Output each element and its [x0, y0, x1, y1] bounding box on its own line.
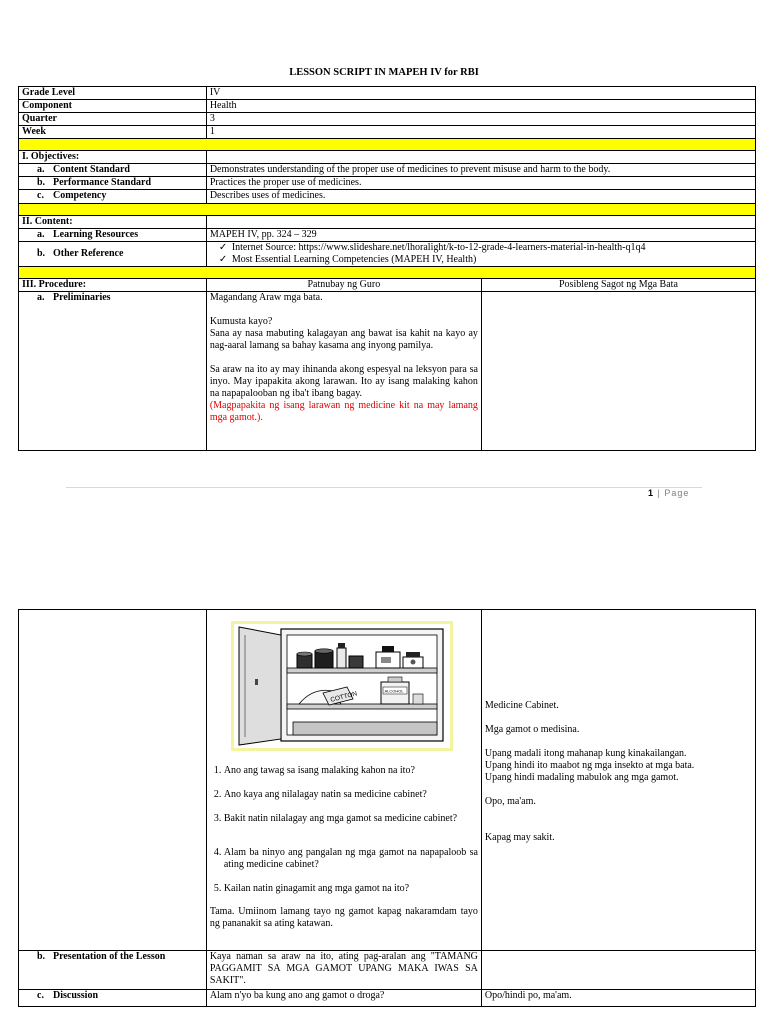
- question-item: 1. Ano ang tawag sa isang malaking kahon na ito?: [224, 765, 478, 777]
- info-label: Component: [19, 100, 207, 113]
- activity-row: [19, 610, 756, 951]
- highlight-row: [19, 204, 756, 216]
- discussion-answer: Opo/hindi po, ma'am.: [481, 990, 755, 1007]
- info-row: [19, 113, 756, 126]
- reference-item: ✓ Internet Source: https://www.slideshare.net/lhoralight/k-to-12-grade-4-learners-material-in-health-q1q4: [232, 242, 752, 254]
- info-value: IV: [206, 87, 755, 100]
- preliminaries-content: Magandang Araw mga bata. Kumusta kayo? Sana ay nasa mabuting kalagayan ang bawat isa kahit na kayo ay nag-aaral lamang sa bahay kasama ang inyong pamilya. Sa araw na ito ay may ihinanda akong espesyal na leksyon para sa inyo. May ipapakita akong larawan. Ito ay isang malaking kahon na napapalooban ng iba't ibang bagay. (Magpapakita ng isang larawan ng medicine kit na may lamang mga gamot.).: [206, 292, 481, 451]
- highlight-row: [19, 139, 756, 151]
- info-value: Health: [206, 100, 755, 113]
- answer-item: Upang hindi madaling mabulok ang mga gamot.: [484, 772, 679, 783]
- question-item: 5. Kailan natin ginagamit ang mga gamot na ito?: [224, 883, 478, 895]
- objective-label: Performance Standard: [53, 177, 152, 188]
- content-heading-row: [19, 216, 756, 229]
- answer-item: Upang hindi ito maabot ng mga insekto at mga bata.: [484, 760, 695, 771]
- activity-content: [206, 610, 481, 951]
- info-label: Week: [19, 126, 207, 139]
- closing-statement: Tama. Umiinom lamang tayo ng gamot kapag nakaramdam tayo ng pananakit sa ating katawan.: [209, 906, 478, 929]
- info-value: 1: [206, 126, 755, 139]
- resources-value: MAPEH IV, pp. 324 – 329: [206, 229, 755, 242]
- question-item: 3. Bakit natin nilalagay ang mga gamot sa medicine cabinet?: [224, 813, 478, 825]
- document-title: LESSON SCRIPT IN MAPEH IV for RBI: [289, 67, 479, 78]
- highlight-row: [19, 267, 756, 279]
- answer-item: Opo, ma'am.: [484, 796, 536, 807]
- objective-row: a. Content Standard Demonstrates understanding of the proper use of medicines to prevent misuse and harm to the body.: [19, 164, 756, 177]
- answer-item: Upang madali itong mahanap kung kinakailangan.: [484, 748, 687, 759]
- objective-row: c. Competency Describes uses of medicines.: [19, 190, 756, 204]
- presentation-row: b. Presentation of the Lesson Kaya naman sa araw na ito, ating pag-aralan ang "TAMANG PAGGAMIT SA MGA GAMOT UPANG MAKA IWAS SA SAKIT".: [19, 951, 756, 990]
- objective-value: Practices the proper use of medicines.: [206, 177, 755, 190]
- objectives-heading: I. Objectives:: [19, 151, 207, 164]
- procedure-heading-row: [19, 279, 756, 292]
- svg-text:ALCOHOL: ALCOHOL: [384, 688, 404, 694]
- question-list: [210, 765, 478, 895]
- info-row: [19, 126, 756, 139]
- question-item: 4. Alam ba ninyo ang pangalan ng mga gamot na napapaloob sa ating medicine cabinet?: [224, 847, 478, 871]
- answer-item: Kapag may sakit.: [484, 832, 555, 843]
- answers-column: [481, 610, 755, 951]
- lesson-table-page2: [18, 609, 756, 1007]
- answer-item: Mga gamot o medisina.: [484, 724, 580, 735]
- teacher-instruction-note: (Magpapakita ng isang larawan ng medicine kit na may lamang mga gamot.).: [209, 400, 478, 423]
- student-column-header: Posibleng Sagot ng Mga Bata: [481, 279, 755, 292]
- discussion-row: c. Discussion Alam n'yo ba kung ano ang gamot o droga? Opo/hindi po, ma'am.: [19, 990, 756, 1007]
- objectives-heading-row: [19, 151, 756, 164]
- info-label: Grade Level: [19, 87, 207, 100]
- objective-label: Content Standard: [53, 164, 130, 175]
- procedure-heading: III. Procedure:: [19, 279, 207, 292]
- discussion-label: Discussion: [53, 990, 99, 1001]
- reference-list: [210, 242, 752, 266]
- resources-label: Learning Resources: [53, 229, 139, 240]
- content-row: b. Other Reference ✓ Internet Source: https://www.slideshare.net/lhoralight/k-to-12-grade-4-learners-material-in-health-q1q4 ✓ Most Essential Learning Competencies (MAPEH IV, Health): [19, 242, 756, 267]
- objective-label: Competency: [53, 190, 107, 201]
- teacher-column-header: Patnubay ng Guro: [206, 279, 481, 292]
- other-reference-label: Other Reference: [53, 248, 124, 259]
- medicine-cabinet-illustration: [231, 621, 453, 751]
- info-label: Quarter: [19, 113, 207, 126]
- info-row: [19, 87, 756, 100]
- footer-divider: [66, 487, 702, 488]
- lesson-table-page1: [18, 86, 756, 451]
- preliminaries-label: Preliminaries: [53, 292, 111, 303]
- objective-row: b. Performance Standard Practices the proper use of medicines.: [19, 177, 756, 190]
- objective-value: Describes uses of medicines.: [206, 190, 755, 204]
- content-row: a. Learning Resources MAPEH IV, pp. 324 – 329: [19, 229, 756, 242]
- objective-value: Demonstrates understanding of the proper use of medicines to prevent misuse and harm to the body.: [206, 164, 755, 177]
- content-heading: II. Content:: [19, 216, 207, 229]
- question-item: 2. Ano kaya ang nilalagay natin sa medicine cabinet?: [224, 789, 478, 801]
- answer-item: Medicine Cabinet.: [484, 700, 559, 711]
- info-value: 3: [206, 113, 755, 126]
- presentation-text: Kaya naman sa araw na ito, ating pag-aralan ang "TAMANG PAGGAMIT SA MGA GAMOT UPANG MAKA IWAS SA SAKIT".: [206, 951, 481, 990]
- reference-item: ✓ Most Essential Learning Competencies (MAPEH IV, Health): [232, 254, 752, 266]
- svg-text:COTTON: COTTON: [329, 690, 358, 704]
- page-number: 1 | Page: [648, 488, 690, 498]
- presentation-label: Presentation of the Lesson: [53, 951, 166, 962]
- preliminaries-row: a. Preliminaries Magandang Araw mga bata. Kumusta kayo? Sana ay nasa mabuting kalagayan ang bawat isa kahit na kayo ay nag-aaral lamang sa bahay kasama ang inyong pamilya. Sa araw na ito ay may ihinanda akong espesyal na leksyon para sa inyo. May ipapakita akong larawan. Ito ay isang malaking kahon na napapalooban ng iba't ibang bagay. (Magpapakita ng isang larawan ng medicine kit na may lamang mga gamot.).: [19, 292, 756, 451]
- info-row: [19, 100, 756, 113]
- discussion-text: Alam n'yo ba kung ano ang gamot o droga?: [206, 990, 481, 1007]
